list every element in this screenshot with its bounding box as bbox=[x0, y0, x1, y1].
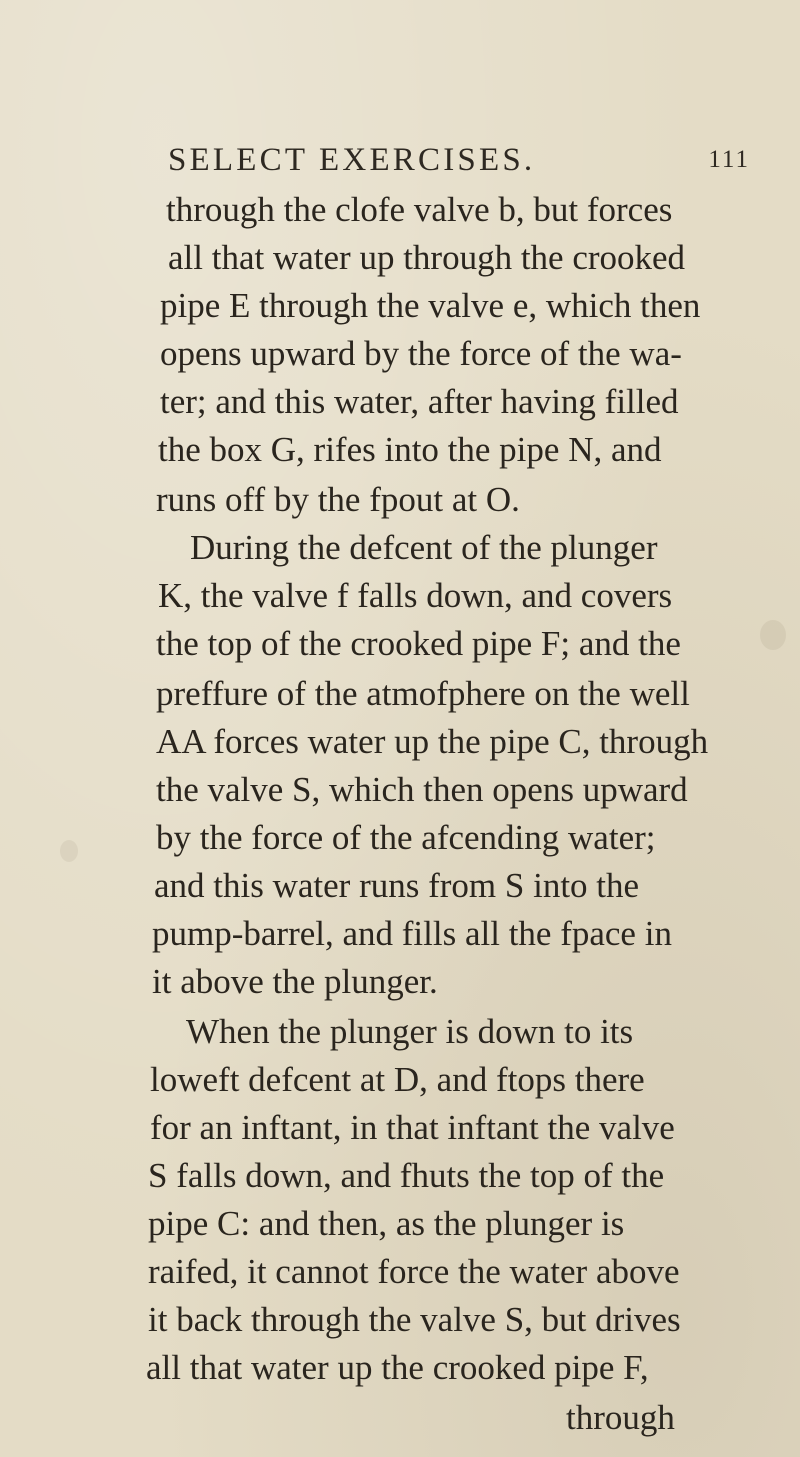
text-line: opens upward by the force of the wa- bbox=[160, 334, 682, 373]
text-line: the valve S, which then opens upward bbox=[156, 770, 688, 809]
text-line: When the plunger is down to its bbox=[186, 1012, 634, 1051]
text-line: S falls down, and fhuts the top of the bbox=[148, 1156, 665, 1195]
running-title: SELECT EXERCISES. bbox=[168, 142, 536, 178]
text-line: pipe E through the valve e, which then bbox=[160, 286, 701, 325]
text-line: through the clofe valve b, but forces bbox=[166, 190, 673, 229]
text-line: all that water up the crooked pipe F, bbox=[146, 1348, 649, 1387]
text-line: preffure of the atmofphere on the well bbox=[156, 674, 690, 713]
text-line: raifed, it cannot force the water above bbox=[148, 1252, 680, 1291]
text-line: AA forces water up the pipe C, through bbox=[156, 722, 709, 761]
page-number: 111 bbox=[708, 146, 750, 173]
text-line: it back through the valve S, but drives bbox=[148, 1300, 681, 1339]
text-line: During the defcent of the plunger bbox=[190, 528, 658, 567]
paper-stain bbox=[760, 620, 786, 650]
text-line: it above the plunger. bbox=[152, 962, 438, 1001]
text-line: the box G, rifes into the pipe N, and bbox=[158, 430, 662, 469]
text-line: by the force of the afcending water; bbox=[156, 818, 656, 857]
text-line: through bbox=[566, 1398, 675, 1437]
text-line: ter; and this water, after having filled bbox=[160, 382, 679, 421]
text-line: all that water up through the crooked bbox=[168, 238, 686, 277]
text-line: pipe C: and then, as the plunger is bbox=[148, 1204, 625, 1243]
text-line: K, the valve f falls down, and covers bbox=[158, 576, 673, 615]
text-line: for an inftant, in that inftant the valve bbox=[150, 1108, 675, 1147]
paper-stain bbox=[60, 840, 78, 862]
text-line: and this water runs from S into the bbox=[154, 866, 640, 905]
text-line: runs off by the fpout at O. bbox=[156, 480, 520, 519]
running-head bbox=[148, 142, 750, 182]
text-line: pump-barrel, and fills all the fpace in bbox=[152, 914, 672, 953]
text-line: loweft defcent at D, and ftops there bbox=[150, 1060, 645, 1099]
text-line: the top of the crooked pipe F; and the bbox=[156, 624, 681, 663]
